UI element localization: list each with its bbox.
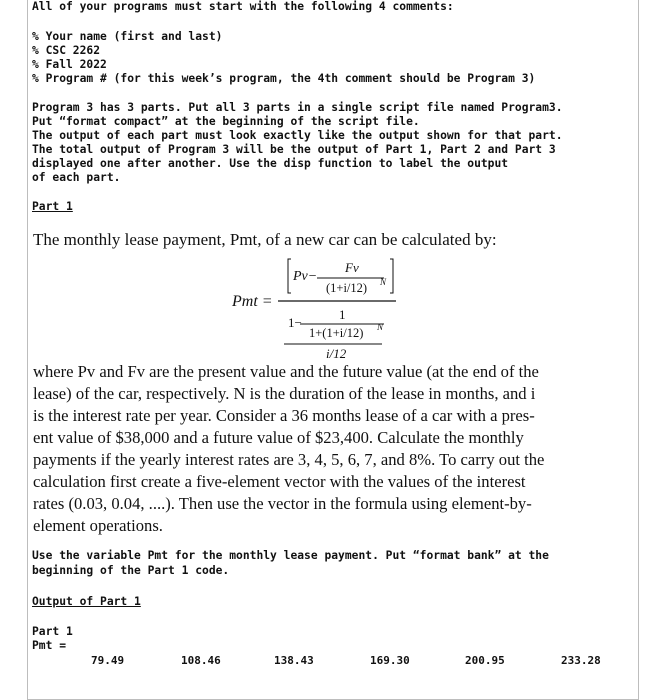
problem-body-line: payments if the yearly interest rates are 3, 4, 5, 6, 7, and 8%. To carry out the <box>33 450 545 469</box>
output-value: 169.30 <box>370 654 410 667</box>
formula-fv: Fv <box>345 260 359 275</box>
note-line: Use the variable Pmt for the monthly lease payment. Put “format bank” at the <box>32 549 549 562</box>
intro-text: All of your programs must start with the following 4 comments: <box>32 0 454 13</box>
formula-den2: 1+(1+i/12) <box>309 326 364 340</box>
problem-body-line: calculation first create a five-element vector with the values of the interest <box>33 472 526 491</box>
formula-exp-n: N <box>380 277 387 287</box>
right-bracket <box>390 259 393 293</box>
problem-body-line: is the interest rate per year. Consider a 36 months lease of a car with a pres- <box>33 406 535 425</box>
problem-body-line: element operations. <box>33 516 163 535</box>
lease-payment-formula <box>222 253 412 363</box>
note-line: beginning of the Part 1 code. <box>32 564 230 577</box>
problem-body-line: where Pv and Fv are the present value and the future value (at the end of the <box>33 362 539 381</box>
comment-line-term: % Fall 2022 <box>32 58 107 71</box>
output-heading: Output of Part 1 <box>32 595 141 608</box>
instruction-line: The output of each part must look exactly like the output shown for that part. <box>32 129 563 142</box>
formula-one-minus: 1− <box>288 315 302 330</box>
output-value: 233.28 <box>561 654 601 667</box>
formula-lhs: Pmt = <box>232 293 273 310</box>
instruction-line: Program 3 has 3 parts. Put all 3 parts in a single script file named Program3. <box>32 101 563 114</box>
output-value: 79.49 <box>91 654 125 667</box>
instruction-line: of each part. <box>32 171 121 184</box>
formula-i12: i/12 <box>326 346 347 361</box>
comment-line-program: % Program # (for this week’s program, the 4th comment should be Program 3) <box>32 72 536 85</box>
formula-den1: (1+i/12) <box>326 281 368 295</box>
output-value: 200.95 <box>465 654 505 667</box>
part1-heading: Part 1 <box>32 200 73 213</box>
output-variable: Pmt = <box>32 639 67 652</box>
output-value: 138.43 <box>274 654 314 667</box>
problem-body-line: rates (0.03, 0.04, ....). Then use the vector in the formula using element-by- <box>33 494 532 513</box>
output-value: 108.46 <box>181 654 221 667</box>
left-bracket <box>288 259 291 293</box>
problem-body-line: ent value of $38,000 and a future value of $23,400. Calculate the monthly <box>33 428 524 447</box>
formula-one: 1 <box>339 307 346 322</box>
instruction-line: displayed one after another. Use the disp function to label the output <box>32 157 509 170</box>
formula-pv: Pv− <box>293 269 318 284</box>
output-label: Part 1 <box>32 625 73 638</box>
comment-line-course: % CSC 2262 <box>32 44 101 57</box>
problem-intro: The monthly lease payment, Pmt, of a new car can be calculated by: <box>33 230 497 249</box>
problem-body-line: lease) of the car, respectively. N is the duration of the lease in months, and i <box>33 384 536 403</box>
formula-exp-n2: N <box>377 322 384 332</box>
comment-line-name: % Your name (first and last) <box>32 30 223 43</box>
instruction-line: The total output of Program 3 will be the output of Part 1, Part 2 and Part 3 <box>32 143 556 156</box>
instruction-line: Put “format compact” at the beginning of the script file. <box>32 115 420 128</box>
